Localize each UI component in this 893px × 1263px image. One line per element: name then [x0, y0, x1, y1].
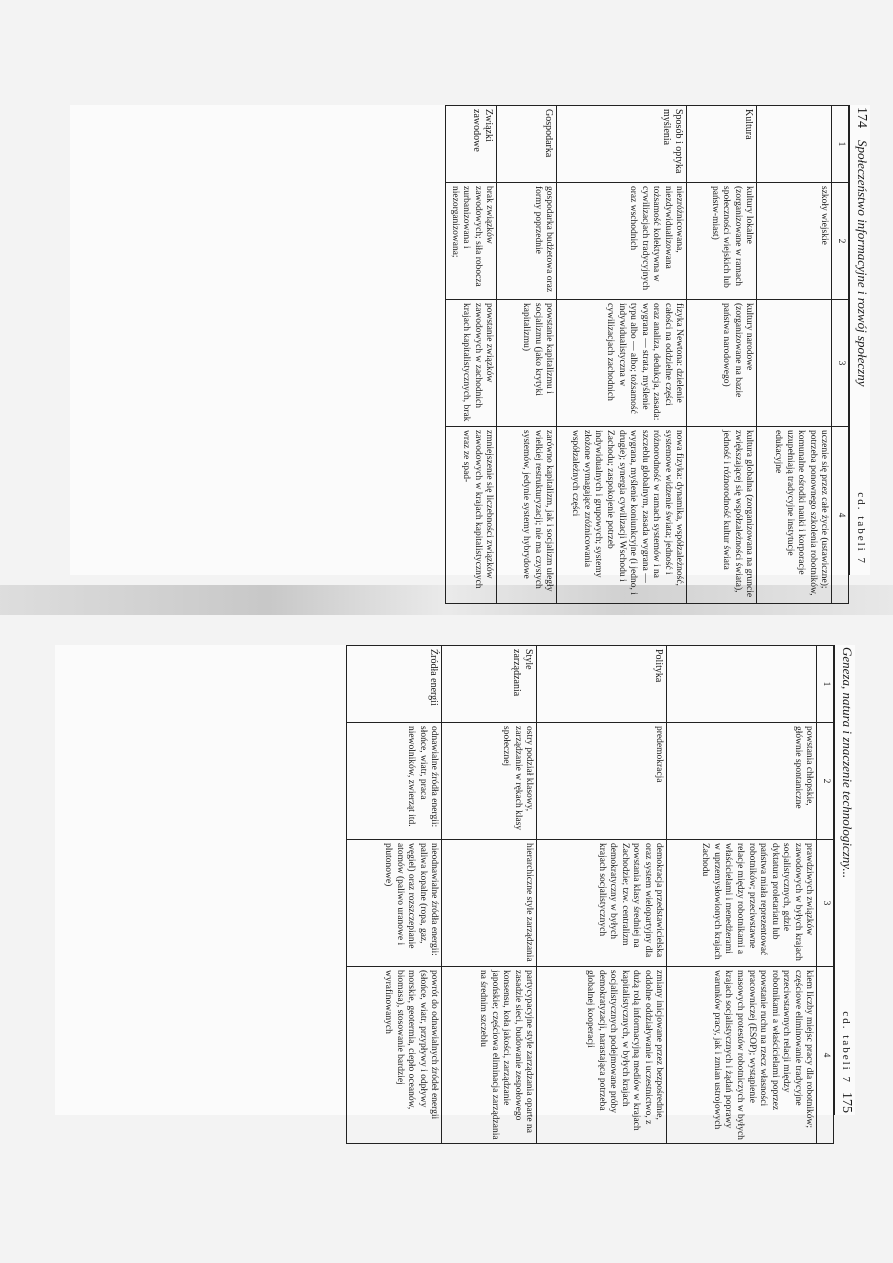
page-number: 175 [839, 1092, 854, 1113]
page-number: 174 [854, 107, 869, 128]
table-cell: uczenie się przez całe życie (ustawiczne); potrzeba ponownego szkolenia robotników, komunalne ośrodki nauki i korporacje uzupełniają tradycyjne instytucje edukacyjne [757, 427, 832, 604]
row-label: Style zarządzania [442, 646, 537, 723]
table-cell: niezróżnicowana, niezdywidualizowana tożsamość kolektywna w cywilizacjach tradycyjnych oraz wschodnich [557, 183, 687, 300]
table-row [557, 106, 687, 604]
row-label: Kultura [687, 106, 757, 183]
col-num: 4 [817, 967, 834, 1144]
column-number-row [832, 106, 849, 604]
table-cell: zarówno kapitalizm, jak i socjalizm uległy wielkiej restrukturyzacji; nie ma czystych systemów, jedynie systemy hybrydowe [497, 427, 557, 604]
continued-table [445, 105, 849, 604]
table-row [667, 646, 817, 1144]
table-reference: cd. tabeli 7 [855, 492, 867, 565]
table-cell: predemokracja [537, 723, 667, 840]
table-reference: cd. tabeli 7 [840, 1011, 852, 1084]
table-cell: kultury narodowe (zorganizowane na bazie państwa narodowego) [687, 300, 757, 427]
table-cell [757, 300, 832, 427]
table-row [537, 646, 667, 1144]
page-174 [70, 105, 870, 598]
table-cell: kiem liczby miejsc pracy dla robotników; częściowe eliminowanie tradycyjne przeciwstawnych relacji między robotnikami a właścicielami poprzez powstanie ruchu na rzecz własności pracowniczej (ESOP); wystąpienie masowych protestów robotniczych w byłych krajach socjalistycznych i żądań poprawy warunków pracy, jak i zmian ustrojowych [667, 967, 817, 1144]
table-cell: kultury lokalne (zorganizowane w ramach społeczności wiejskich lub państw-miast) [687, 183, 757, 300]
table-cell: ostry podział klasowy, zarządzanie w rękach klasy społecznej [442, 723, 537, 840]
page-header [834, 645, 855, 1115]
running-title: Geneza, natura i znaczenie technologiczny... [840, 647, 855, 879]
table-cell: powstanie kapitalizmu i socjalizmu (jako krytyki kapitalizmu) [497, 300, 557, 427]
page-175 [55, 645, 855, 1140]
table-cell: partycypacyjne style zarządzania oparte na zasadzie sieci, budowanie zespołowego konsensu, koła jakości, zarządzanie japońskie; częściowa eliminacja zarządzania na średnim szczeblu [442, 967, 537, 1144]
table-cell: powstanie związków zawodowych w zachodnich krajach kapitalistycznych, brak [446, 300, 497, 427]
table-cell: odnawialne źródła energii: słońce, wiatr, praca niewolników, zwierząt itd. [347, 723, 442, 840]
table-row [446, 106, 497, 604]
table-row [757, 106, 832, 604]
col-num: 2 [817, 723, 834, 840]
col-num: 4 [832, 427, 849, 604]
column-number-row [817, 646, 834, 1144]
table-cell: brak związków zawodowych; siła robocza zurbanizowana i niezorganizowana; [446, 183, 497, 300]
page-175-rotated [55, 645, 855, 1140]
table-cell: gospodarka budżetowa oraz formy poprzednie [497, 183, 557, 300]
row-label: Sposób i optyka myślenia [557, 106, 687, 183]
col-num: 1 [817, 646, 834, 723]
col-num: 3 [817, 840, 834, 967]
col-num: 1 [832, 106, 849, 183]
table-cell: szkoły wiejskie [757, 183, 832, 300]
table-row [497, 106, 557, 604]
row-label: Gospodarka [497, 106, 557, 183]
table-row [347, 646, 442, 1144]
table-cell: prawdziwych związków zawodowych w byłych krajach socjalistycznych, gdzie dyktatura proletariatu lub państwa miała reprezentować robotników; przeciwstawne relacje między robotnikami a właścicielami i menedżerami w uprzemysłowionych krajach Zachodu [667, 840, 817, 967]
continued-table [346, 645, 834, 1144]
table-row [687, 106, 757, 604]
col-num: 2 [832, 183, 849, 300]
table-cell: hierarchiczne style zarządzania [442, 840, 537, 967]
table-cell: zmniejszenie się liczebności związków zawodowych w krajach kapitalistycznych wraz ze spad- [446, 427, 497, 604]
row-label [667, 646, 817, 723]
row-label: Źródła energii [347, 646, 442, 723]
table-cell: nowa fizyka: dynamika, współzależność, systemowe widzenie świata; jedność i różnorodność w ramach systemów i na szczeblu globalnym, zasada wygrana — wygrana, myślenie koniunkcyjne (i jedno, i drugie); synergia cywilizacji Wschodu i Zachodu; zaspokojenie potrzeb indywidualnych i grupowych; systemy złożone wymagające zróżnicowania współzależnych części [557, 427, 687, 604]
row-label [757, 106, 832, 183]
table-row [442, 646, 537, 1144]
table-cell: powrót do odnawialnych źródeł energii (słońce, wiatr, przypływy i odpływy morskie, geotermia, ciepło oceanów, biomasa), stosowanie bardziej wyrafinowanych [347, 967, 442, 1144]
row-label: Polityka [537, 646, 667, 723]
running-title: Społeczeństwo informacyjne i rozwój społeczny [855, 140, 870, 387]
page-174-rotated [70, 105, 870, 598]
row-label: Związki zawodowe [446, 106, 497, 183]
table-cell: nieodnawialne źródła energii: paliwa kopalne (ropa, gaz, węgiel) oraz rozszczepianie atomów (paliwo uranowe i plutonowe) [347, 840, 442, 967]
table-cell: demokracja przedstawicielska oraz system wielopartyjny dla powstania klasy średniej na Zachodzie; tzw. centralizm demokratyczny w byłych krajach socjalistycznych [537, 840, 667, 967]
table-cell: fizyka Newtona: dzielenie całości na oddzielne części oraz analiza, dedukcja, zasada: wygrana — strata, myślenie typu albo — albo; tożsamość indywidualistyczna w cywilizacjach zachodnich [557, 300, 687, 427]
table-cell: kultura globalna (zorganizowana na gruncie zwiększającej się współzależności świata), jedność i różnorodność kultur świata [687, 427, 757, 604]
table-cell: zmiany inicjowane przez bezpośrednie, oddolne oddziaływanie i uczestnictwo, z dużą rolą informacyjną mediów w krajach kapitalistycznych, w byłych krajach socjalistycznych podejmowane próby demokratyzacji, narastająca potrzeba globalnej kooperacji [537, 967, 667, 1144]
page-header [849, 105, 870, 575]
table-cell: powstania chłopskie, głównie spontaniczne [667, 723, 817, 840]
col-num: 3 [832, 300, 849, 427]
